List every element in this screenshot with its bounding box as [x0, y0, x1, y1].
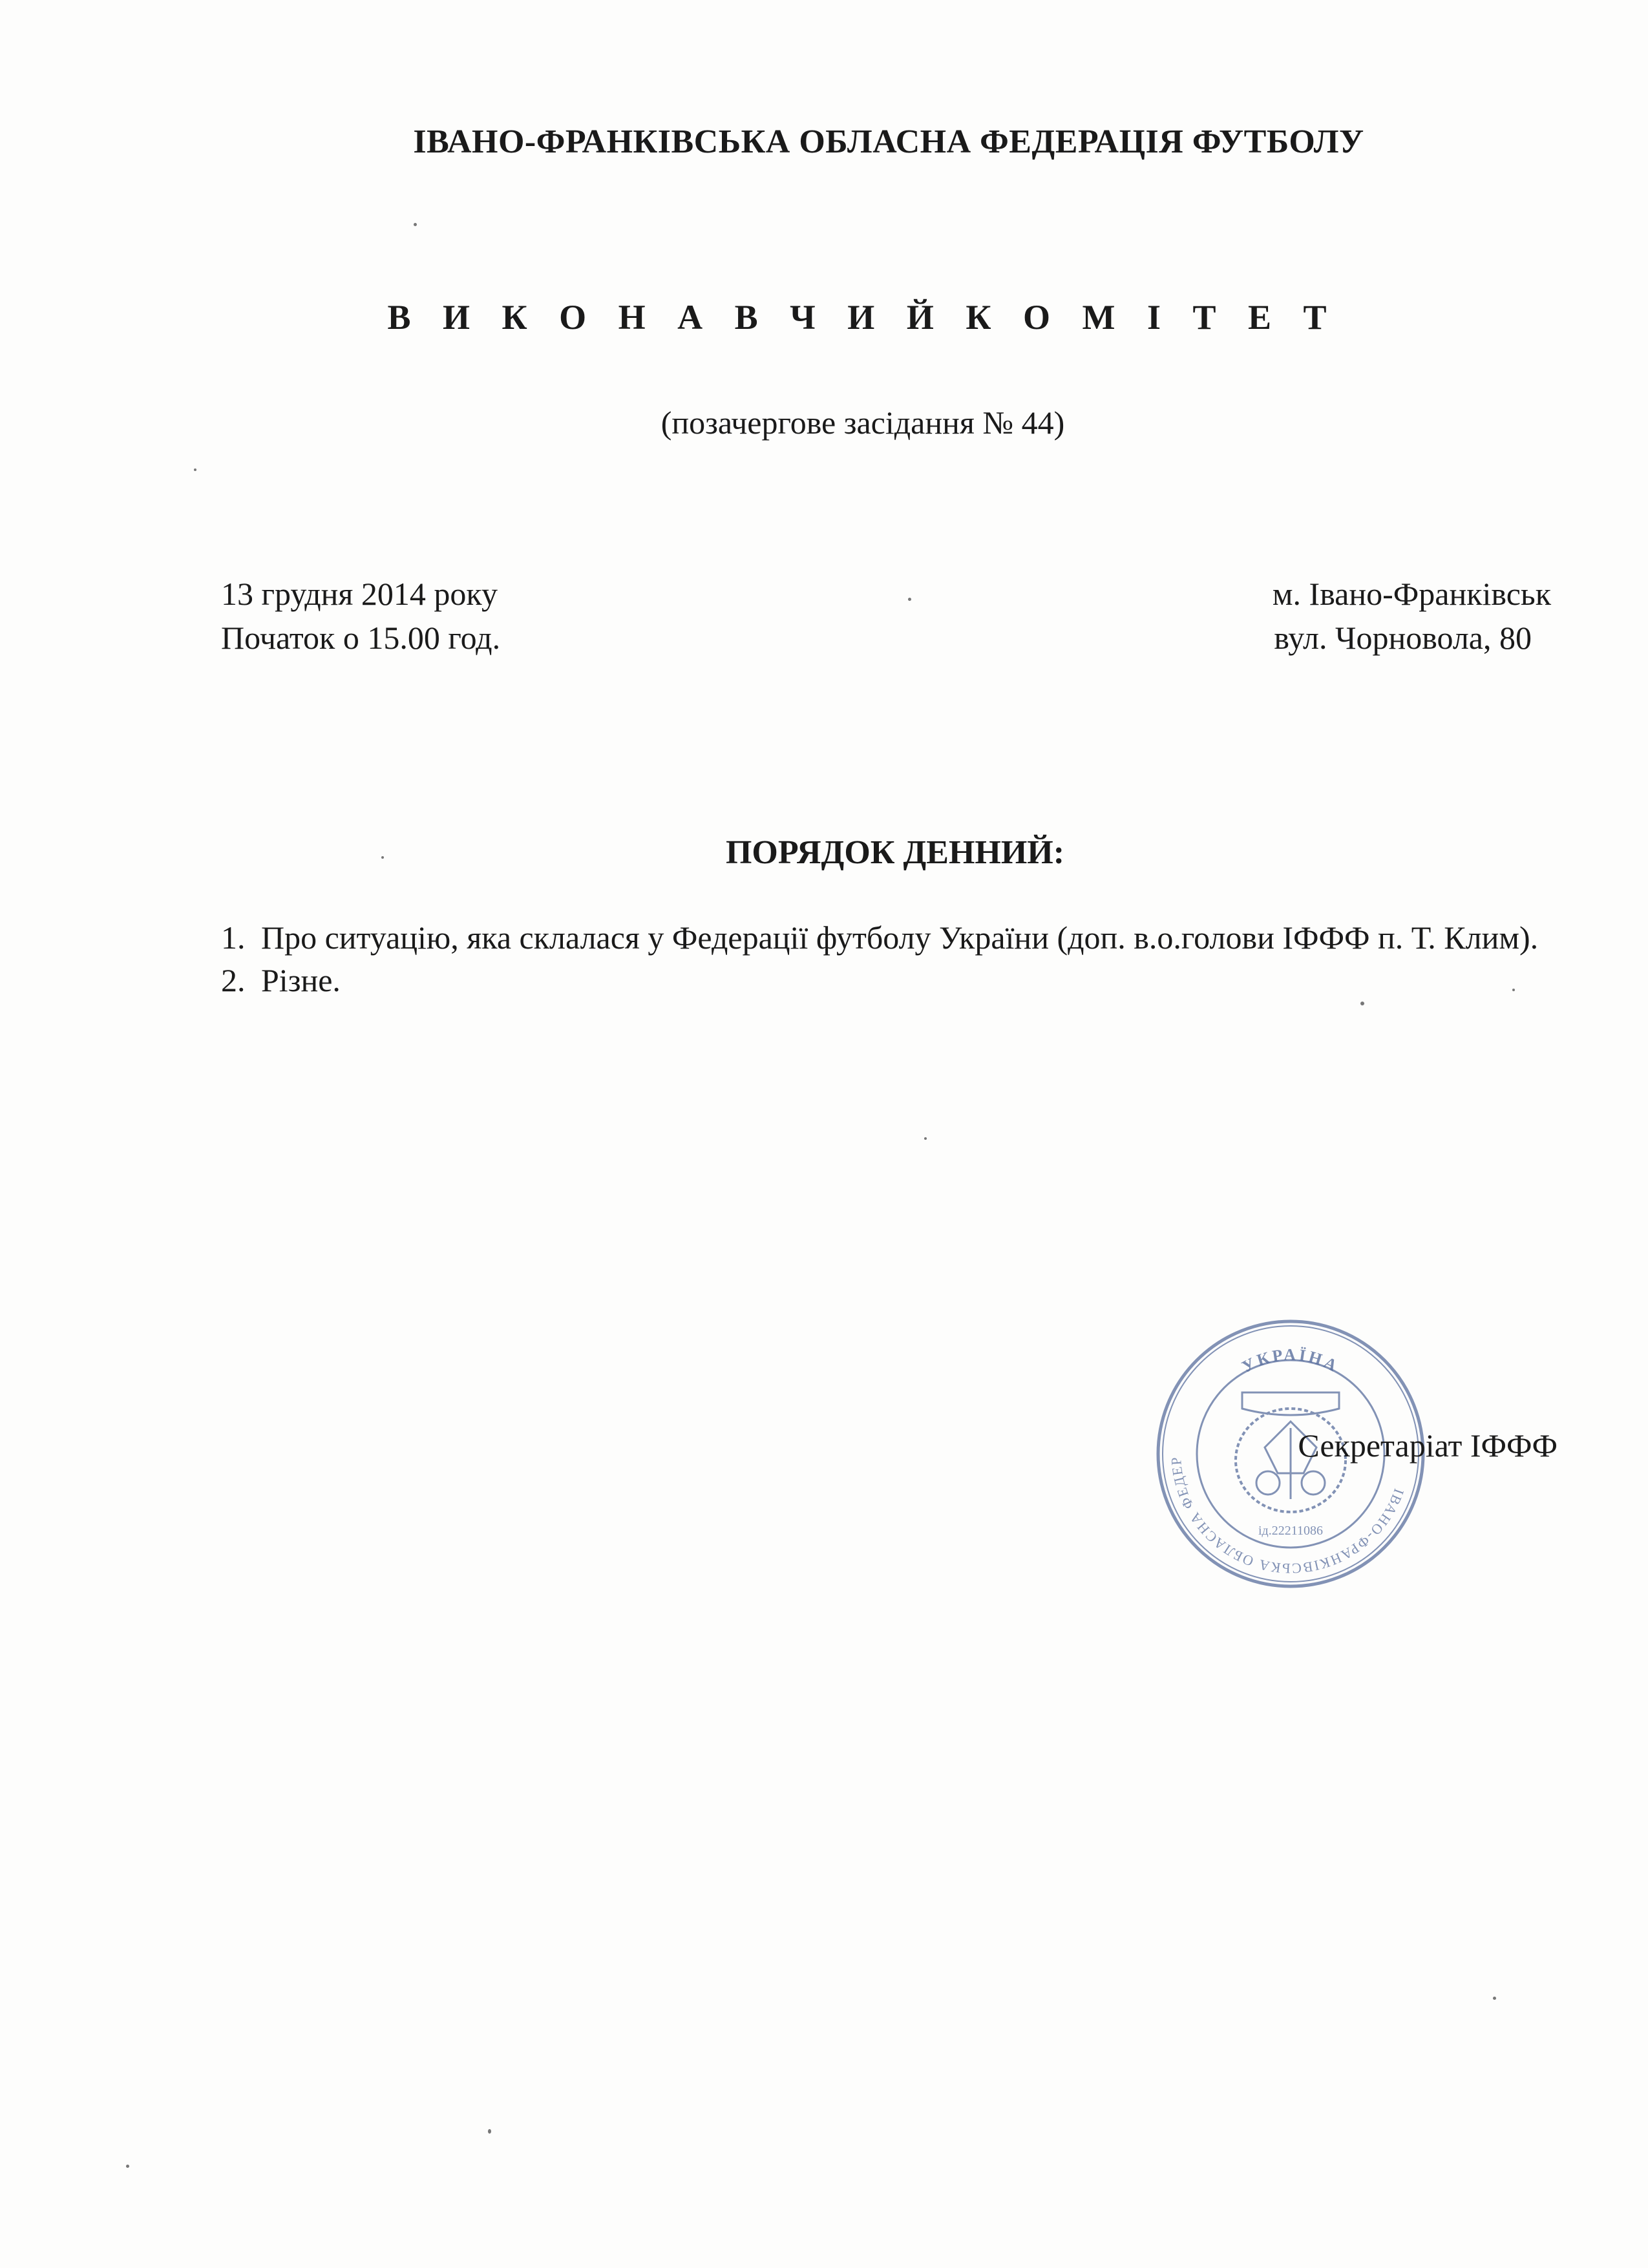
scan-speck: [488, 2129, 491, 2134]
scan-speck: [908, 598, 911, 601]
meeting-start-time: Початок о 15.00 год.: [221, 620, 501, 656]
scan-speck: [1512, 989, 1515, 991]
meeting-location-block: [1273, 572, 1551, 660]
scan-speck: [414, 223, 417, 226]
meeting-date: 13 грудня 2014 року: [221, 576, 498, 612]
scan-speck: [924, 1137, 927, 1140]
agenda-item-text: Про ситуацію, яка склалася у Федерації футболу України (доп. в.о.голови ІФФФ п. Т. Клим).: [261, 919, 1539, 956]
agenda-item: [221, 916, 1558, 959]
scan-speck: [126, 2165, 129, 2168]
scan-speck: [1360, 1002, 1364, 1005]
meeting-address: вул. Чорновола, 80: [1274, 620, 1532, 656]
meeting-time-block: [221, 572, 500, 660]
stamp-ring-text: ІВАНО-ФРАНКІВСЬКА ОБЛАСНА ФЕДЕР: [1168, 1457, 1408, 1577]
signature-line: Секретаріат ІФФФ: [1298, 1427, 1558, 1464]
scan-speck: [1493, 1997, 1496, 2000]
stamp-code-text: ід.22211086: [1258, 1524, 1323, 1538]
agenda-list: [221, 916, 1558, 1002]
stamp-top-text: УКРАЇНА: [1238, 1345, 1343, 1376]
agenda-title: ПОРЯДОК ДЕННИЙ:: [725, 834, 1065, 871]
scan-speck: [194, 468, 196, 471]
committee-heading: В И К О Н А В Ч И Й К О М І Т Е Т: [387, 298, 1338, 337]
scan-speck: [381, 856, 384, 859]
agenda-item-number: 2.: [221, 962, 246, 998]
agenda-item-number: 1.: [221, 919, 246, 956]
organization-title: ІВАНО-ФРАНКІВСЬКА ОБЛАСНА ФЕДЕРАЦІЯ ФУТБОЛУ: [413, 123, 1364, 160]
meeting-city: м. Івано-Франківськ: [1272, 576, 1551, 612]
session-subtitle: (позачергове засідання № 44): [660, 404, 1065, 441]
agenda-item-text: Різне.: [261, 962, 341, 998]
svg-text:УКРАЇНА: [1239, 1345, 1342, 1376]
agenda-item: [221, 959, 1558, 1002]
